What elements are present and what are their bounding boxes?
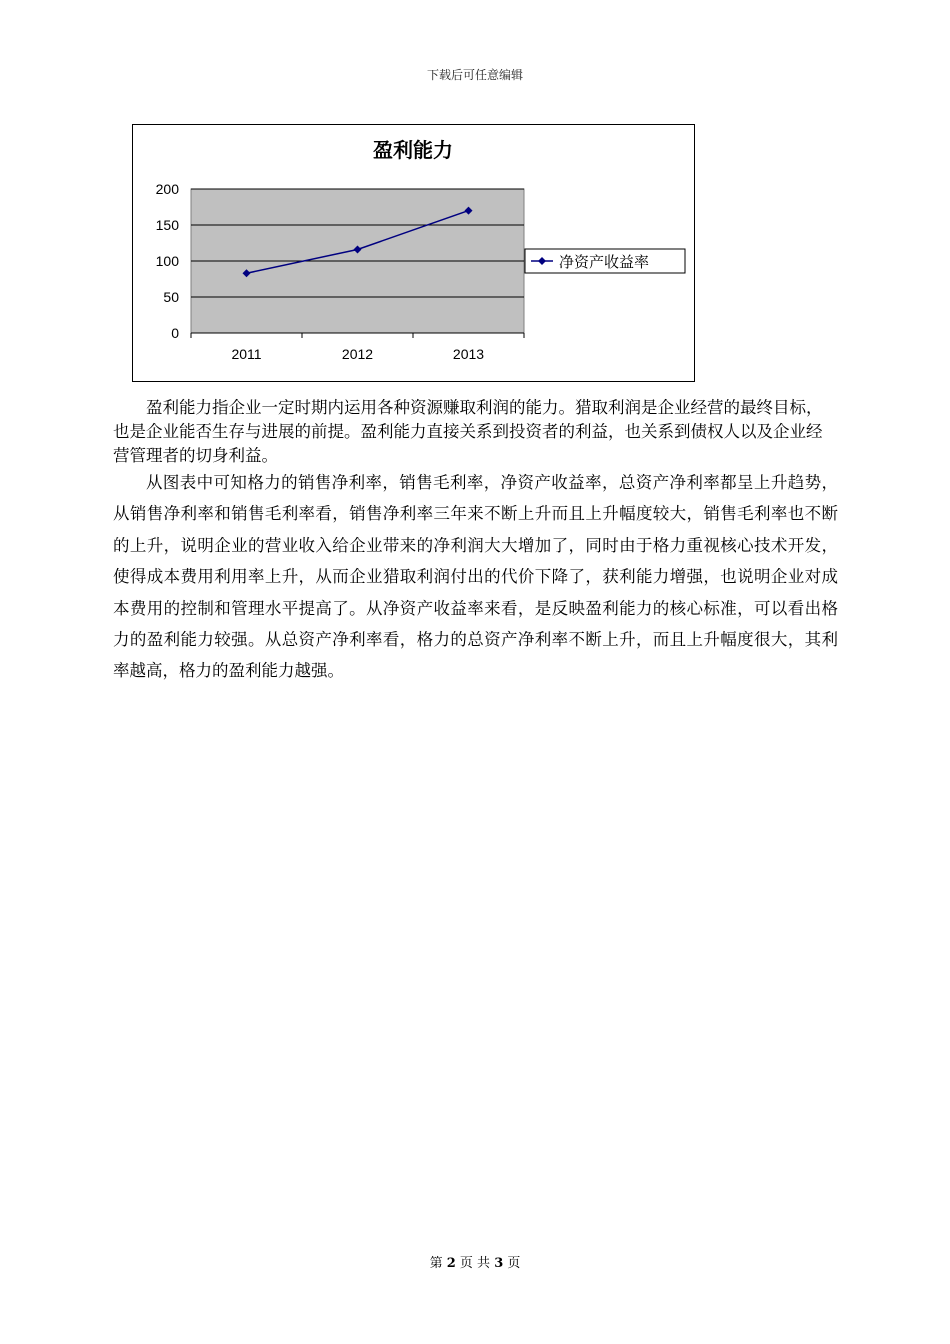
- x-tick-label: 2011: [231, 346, 262, 362]
- y-tick-label: 50: [163, 289, 179, 305]
- footer-total-pages: 3: [494, 1256, 504, 1271]
- legend-label: 净资产收益率: [559, 253, 650, 271]
- x-tick-label: 2012: [341, 346, 374, 362]
- y-tick-label: 0: [171, 325, 179, 341]
- footer-middle: 页 共: [459, 1256, 491, 1271]
- line-chart: [133, 125, 694, 381]
- chart-container: [132, 124, 695, 382]
- paragraph-profitability-definition: 盈利能力指企业一定时期内运用各种资源赚取利润的能力。猎取利润是企业经营的最终目标，也是企业能否生存与进展的前提。盈利能力直接关系到投资者的利益，也关系到债权人以及企业经营管理者的切身利益。: [113, 398, 823, 465]
- chart-title: 盈利能力: [373, 140, 453, 162]
- footer-page-number: 2: [446, 1256, 456, 1271]
- page-header: 下载后可任意编辑: [426, 68, 523, 82]
- page-footer: [0, 1252, 950, 1271]
- paragraph-profitability-analysis: 从图表中可知格力的销售净利率，销售毛利率，净资产收益率，总资产净利率都呈上升趋势，从销售净利率和销售毛利率看，销售净利率三年来不断上升而且上升幅度较大，销售毛利率也不断的上升，说明企业的营业收入给企业带来的净利润大大增加了，同时由于格力重视核心技术开发，使得成本费用利用率上升，从而企业猎取利润付出的代价下降了，获利能力增强，也说明企业对成本费用的控制和管理水平提高了。从净资产收益率来看，是反映盈利能力的核心标准，可以看出格力的盈利能力较强。从总资产净利率看，格力的总资产净利率不断上升，而且上升幅度很大，其利率越高，格力的盈利能力越强。: [113, 473, 838, 681]
- footer-suffix: 页: [507, 1256, 521, 1271]
- y-tick-label: 200: [155, 181, 179, 197]
- y-tick-label: 100: [155, 253, 179, 269]
- y-tick-label: 150: [155, 217, 179, 233]
- footer-prefix: 第: [429, 1256, 443, 1271]
- x-tick-label: 2013: [452, 346, 485, 362]
